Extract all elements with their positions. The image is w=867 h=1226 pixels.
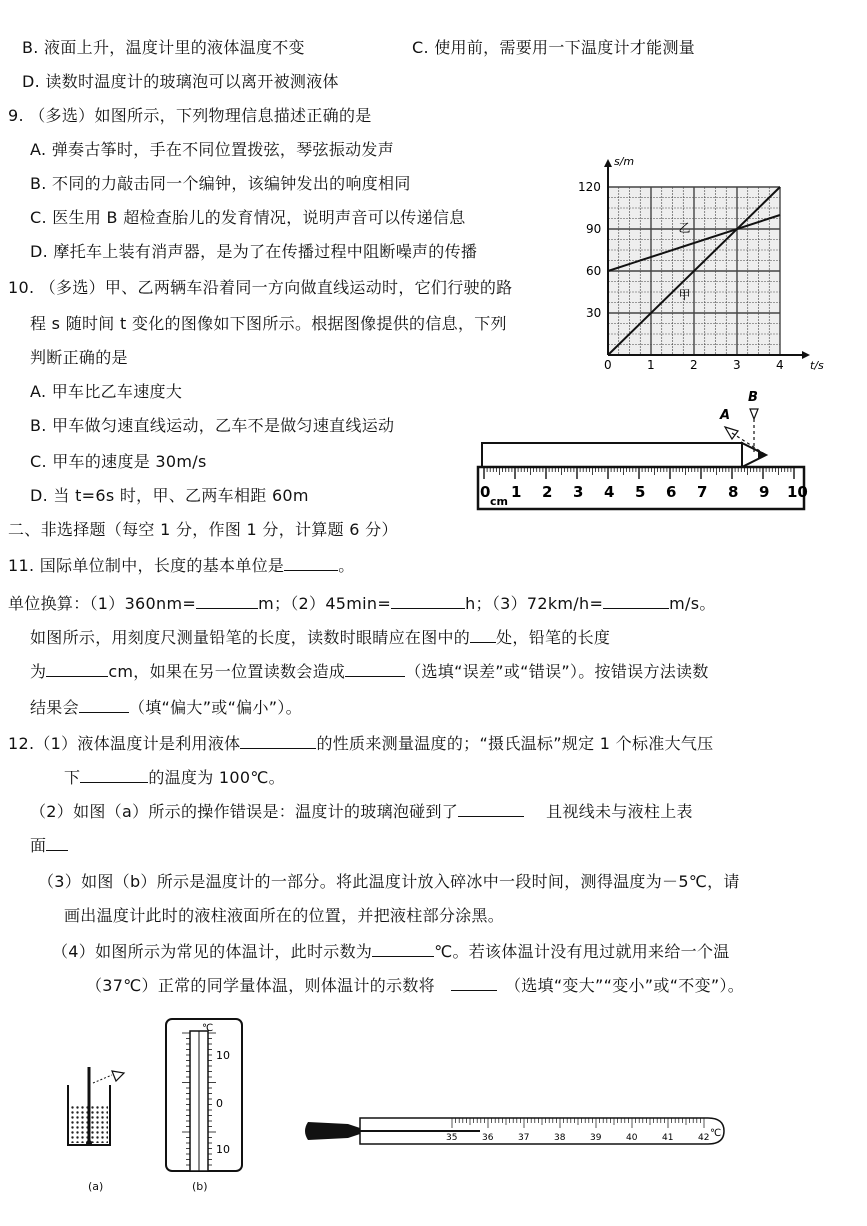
clinical-tick-label: 42 [698, 1133, 710, 1143]
q12-blank-2 [80, 768, 148, 783]
clinical-tick-label: 37 [518, 1133, 530, 1143]
ruler-tick-label: 2 [542, 483, 553, 501]
q11-blank-8 [79, 698, 129, 713]
ruler-tick-label: 8 [728, 483, 739, 501]
q12-line-4: 面 [30, 836, 68, 856]
q12-line-5: （3）如图（b）所示是温度计的一部分。将此温度计放入碎冰中一段时间，测得温度为－5℃，请 [38, 872, 740, 891]
figure-b-thermometer [160, 1015, 250, 1175]
clinical-tick-label: 36 [482, 1133, 494, 1143]
clinical-thermometer [300, 1108, 730, 1154]
label-a: A [720, 408, 731, 423]
q10-option-d: D. 当 t=6s 时，甲、乙两车相距 60m [30, 486, 309, 505]
x-axis-label: t/s [810, 359, 824, 372]
eye-b-icon [750, 409, 758, 419]
q10-option-b: B. 甲车做匀速直线运动，乙车不是做匀速直线运动 [30, 416, 395, 435]
y-tick-label: 90 [586, 222, 602, 236]
q10-stem-1: 10. （多选）甲、乙两辆车沿着同一方向做直线运动时，它们行驶的路 [8, 278, 513, 297]
x-tick-label: 4 [776, 358, 784, 372]
q11-blank-7 [345, 662, 405, 677]
q9-option-c: C. 医生用 B 超检查胎儿的发育情况，说明声音可以传递信息 [30, 208, 466, 227]
clinical-unit: ℃ [710, 1128, 722, 1139]
thermo-b-tick-label: 10 [216, 1049, 230, 1062]
clinical-bulb [305, 1122, 360, 1140]
ruler-tick-label: 3 [573, 483, 584, 501]
q11-blank-1 [284, 556, 338, 571]
eye-icon [112, 1071, 124, 1081]
caption-b: (b) [192, 1180, 208, 1193]
q10-option-c: C. 甲车的速度是 30m/s [30, 452, 207, 471]
y-tick-label: 120 [578, 180, 601, 194]
st-graph [570, 155, 824, 375]
y-tick-label: 60 [586, 264, 602, 278]
ruler-tick-label: 6 [666, 483, 677, 501]
series-label-1: 乙 [678, 220, 691, 235]
q11-line-2: 单位换算：（1）360nm= m；（2）45min= h；（3）72km/h= m/s。 [8, 594, 716, 613]
q10-stem-2: 程 s 随时间 t 变化的图像如下图所示。根据图像提供的信息，下列 [30, 314, 507, 333]
q11-blank-5 [470, 628, 496, 643]
clinical-tick-label: 39 [590, 1133, 602, 1143]
clinical-tick-label: 40 [626, 1133, 638, 1143]
q11-line-1: 11. 国际单位制中，长度的基本单位是 。 [8, 556, 355, 575]
q12-line-8: （37℃）正常的同学量体温，则体温计的示数将 （选填“变大”“变小”或“不变”）。 [86, 976, 745, 995]
q11-line-3: 如图所示，用刻度尺测量铅笔的长度，读数时眼睛应在图中的 处，铅笔的长度 [30, 628, 611, 647]
ruler-tick-label: 0 [480, 483, 491, 501]
q9-option-a: A. 弹奏古筝时，手在不同位置拨弦，琴弦振动发声 [30, 140, 395, 159]
q12-line-2: 下 的温度为 100℃。 [64, 768, 285, 787]
ruler-unit: cm [490, 495, 508, 508]
q12-blank-5 [372, 942, 434, 957]
q9-stem: 9. （多选）如图所示，下列物理信息描述正确的是 [8, 106, 372, 125]
q12-line-7: （4）如图所示为常见的体温计，此时示数为 ℃。若该体温计没有甩过就用来给一个温 [52, 942, 730, 961]
q11-line-5: 结果会 （填“偏大”或“偏小”）。 [30, 698, 302, 717]
q8-option-d: D. 读数时温度计的玻璃泡可以离开被测液体 [22, 72, 339, 91]
q9-option-b: B. 不同的力敲击同一个编钟，该编钟发出的响度相同 [30, 174, 411, 193]
label-b: B [748, 390, 758, 405]
y-axis-arrow [604, 159, 612, 167]
clinical-tick-label: 41 [662, 1133, 674, 1143]
pencil-body [482, 443, 742, 467]
q12-blank-6 [451, 976, 497, 991]
ruler-tick-label: 7 [697, 483, 708, 501]
x-axis-arrow [802, 351, 810, 359]
x-tick-label: 2 [690, 358, 698, 372]
x-tick-label: 0 [604, 358, 612, 372]
thermometer-bulb [86, 1140, 92, 1146]
eye-a-icon [725, 427, 738, 439]
ruler-tick-label: 9 [759, 483, 770, 501]
q12-line-1: 12.（1）液体温度计是利用液体 的性质来测量温度的；“摄氏温标”规定 1 个标准大气压 [8, 734, 714, 753]
q10-option-a: A. 甲车比乙车速度大 [30, 382, 183, 401]
ruler-tick-label: 4 [604, 483, 615, 501]
x-tick-label: 3 [733, 358, 741, 372]
q12-blank-4 [46, 836, 68, 851]
caption-a: (a) [88, 1180, 104, 1193]
clinical-tick-label: 35 [446, 1133, 458, 1143]
figure-a-beaker [60, 1055, 140, 1155]
clinical-tick-label: 38 [554, 1133, 566, 1143]
thermo-b-unit: ℃ [202, 1023, 214, 1034]
ruler-tick-label: 10 [787, 483, 808, 501]
q8-option-c: C. 使用前，需要用一下温度计才能测量 [412, 38, 696, 57]
q8-option-b: B. 液面上升，温度计里的液体温度不变 [22, 38, 305, 57]
thermo-b-tick-label: 0 [216, 1097, 223, 1110]
q11-blank-3 [391, 594, 465, 609]
sight-line [93, 1075, 112, 1083]
q12-blank-3 [458, 802, 524, 817]
q10-stem-3: 判断正确的是 [30, 348, 128, 367]
thermo-b-tick-label: 10 [216, 1143, 230, 1156]
q12-line-3: （2）如图（a）所示的操作错误是：温度计的玻璃泡碰到了 且视线未与液柱上表 [30, 802, 693, 821]
x-tick-label: 1 [647, 358, 655, 372]
q11-blank-4 [603, 594, 669, 609]
y-tick-label: 30 [586, 306, 602, 320]
q12-blank-1 [240, 734, 316, 749]
ruler-figure [470, 385, 810, 515]
q12-line-6: 画出温度计此时的液柱液面所在的位置，并把液柱部分涂黑。 [64, 906, 505, 925]
ruler-tick-label: 1 [511, 483, 522, 501]
section-2-heading: 二、非选择题（每空 1 分，作图 1 分，计算题 6 分） [8, 520, 398, 539]
q11-blank-2 [196, 594, 258, 609]
q9-option-d: D. 摩托车上装有消声器，是为了在传播过程中阻断噪声的传播 [30, 242, 478, 261]
series-label-0: 甲 [678, 288, 691, 302]
q11-line-4: 为 cm，如果在另一位置读数会造成 （选填“误差”或“错误”）。按错误方法读数 [30, 662, 709, 681]
y-axis-label: s/m [614, 155, 635, 168]
ruler-tick-label: 5 [635, 483, 646, 501]
q11-blank-6 [46, 662, 108, 677]
